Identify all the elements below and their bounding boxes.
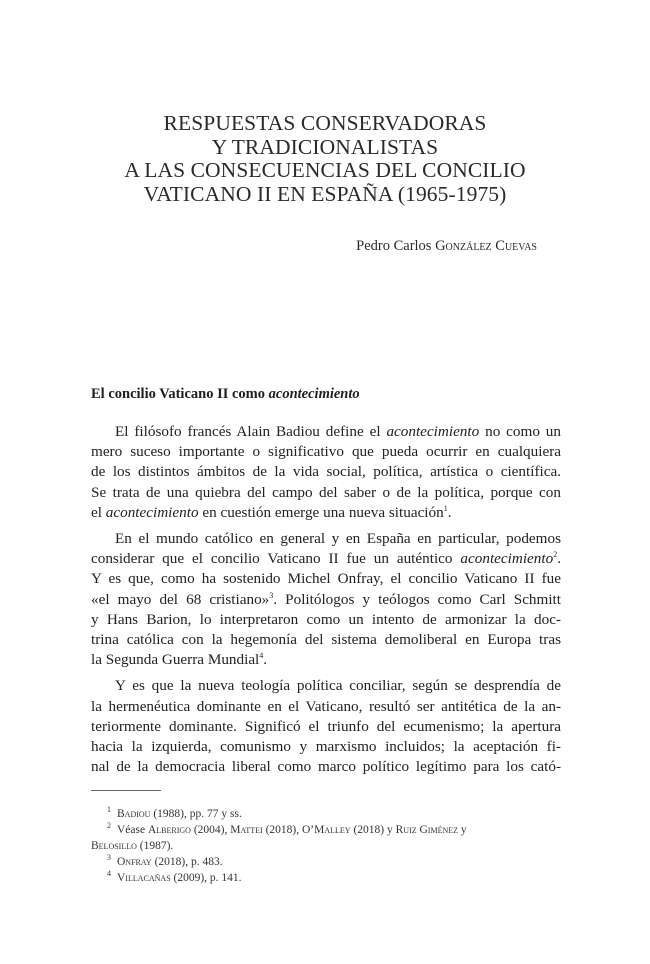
text-line: la Segunda Guerra Mundial$^4$. bbox=[91, 651, 268, 669]
paragraph-2 bbox=[91, 529, 561, 670]
footnote-4: 4 Villacañas (2009), p. 141. bbox=[107, 869, 242, 884]
footnote-divider bbox=[91, 790, 161, 791]
author-surname: González Cuevas bbox=[435, 238, 537, 254]
body-text bbox=[91, 422, 561, 783]
chapter-title bbox=[60, 112, 590, 206]
author-name bbox=[356, 238, 537, 255]
text-line: la hermenéutica dominante en el Vaticano, resultó ser antitética de la an- bbox=[91, 697, 561, 715]
footnote-3: 3 Onfray (2018), p. 483. bbox=[107, 853, 223, 868]
text-line: de los distintos ámbitos de la vida social, política, artística o científica. bbox=[91, 463, 561, 481]
text-line: Y es que la nueva teología política conciliar, según se desprendía de bbox=[115, 677, 561, 695]
section-heading bbox=[91, 386, 360, 403]
text-line: el acontecimiento en cuestión emerge una nueva situación$^1$. bbox=[91, 503, 452, 521]
section-heading-italic: acontecimiento bbox=[268, 386, 360, 402]
paragraph-3 bbox=[91, 676, 561, 777]
text-line: y Hans Barion, lo interpretaron como un intento de armonizar la doc- bbox=[91, 610, 561, 628]
text-line: mero suceso importante o significativo que pueda ocurrir en cualquiera bbox=[91, 443, 561, 461]
text-line: nal de la democracia liberal como marco político legítimo para los cató- bbox=[91, 758, 561, 776]
footnote-ref: 3 bbox=[269, 590, 274, 600]
text-line: «el mayo del 68 cristiano»$^3$. Politólogos y teólogos como Carl Schmitt bbox=[91, 590, 561, 608]
author-given-name: Pedro Carlos bbox=[356, 238, 432, 254]
paragraph-1 bbox=[91, 422, 561, 523]
footnote-ref: 2 bbox=[553, 550, 558, 560]
text-line: En el mundo católico en general y en España en particular, podemos bbox=[115, 530, 561, 548]
footnotes bbox=[91, 806, 561, 886]
text-line: El filósofo francés Alain Badiou define el acontecimiento no como un bbox=[115, 423, 561, 440]
title-line-2: Y TRADICIONALISTAS bbox=[211, 134, 439, 159]
footnote-2: 2 Véase Alberigo (2004), Mattei (2018), O’Malley (2018) y Ruiz Giménez y Belosillo (1987). bbox=[91, 821, 467, 852]
footnote-ref: 4 bbox=[259, 651, 264, 661]
footnote-1: 1 Badiou (1988), pp. 77 y ss. bbox=[107, 805, 242, 820]
text-line: trina católica con la hegemonía del sistema demoliberal en Europa tras bbox=[91, 631, 561, 649]
footnote-ref: 1 bbox=[443, 503, 448, 513]
text-line: Y es que, como ha sostenido Michel Onfray, el concilio Vaticano II fue bbox=[91, 570, 561, 588]
title-line-1: RESPUESTAS CONSERVADORAS bbox=[163, 111, 487, 135]
text-line: hacia la izquierda, comunismo y marxismo incluidos; la aceptación fi- bbox=[91, 738, 561, 756]
text-line: Se trata de una quiebra del campo del saber o de la política, porque con bbox=[91, 483, 561, 501]
title-line-4: VATICANO II EN ESPAÑA (1965-1975) bbox=[143, 181, 507, 206]
text-line: considerar que el concilio Vaticano II fue un auténtico acontecimiento$^2$. bbox=[91, 550, 561, 568]
title-line-3: A LAS CONSECUENCIAS DEL CONCILIO bbox=[124, 158, 526, 182]
text-line: teriormente dominante. Significó el triunfo del ecumenismo; la apertura bbox=[91, 717, 561, 735]
section-heading-text: El concilio Vaticano II como bbox=[91, 386, 269, 402]
